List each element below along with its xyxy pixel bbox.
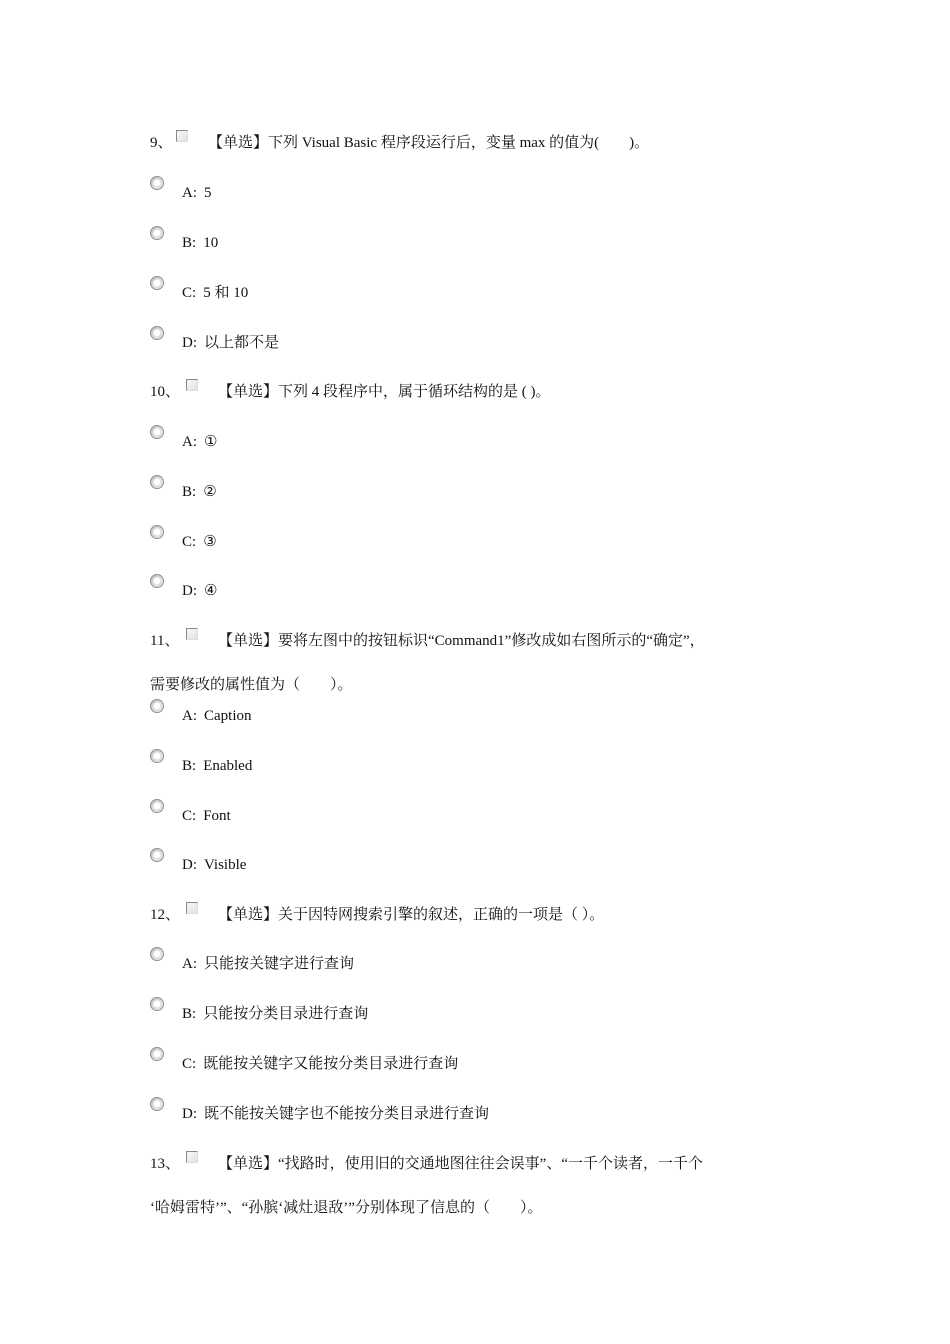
option-text: 以上都不是: [204, 335, 280, 351]
radio-button[interactable]: [150, 326, 164, 340]
option-label: [182, 481, 217, 503]
option-text: Visible: [204, 857, 247, 873]
option-label: [182, 580, 217, 602]
option-row[interactable]: [150, 232, 850, 254]
option-label: [182, 431, 217, 453]
mark-checkbox[interactable]: [176, 130, 188, 142]
radio-button[interactable]: [150, 226, 164, 240]
option-letter: B:: [182, 758, 197, 774]
radio-button[interactable]: [150, 799, 164, 813]
option-label: [182, 805, 231, 827]
option-letter: C:: [182, 808, 197, 824]
option-letter: C:: [182, 534, 197, 550]
option-row[interactable]: [150, 431, 850, 453]
option-label: [182, 531, 217, 553]
radio-button[interactable]: [150, 1047, 164, 1061]
option-text: Enabled: [203, 758, 253, 774]
option-row[interactable]: [150, 1053, 850, 1075]
question-text: 【单选】关于因特网搜索引擎的叙述，正确的一项是（ ）。: [218, 907, 605, 923]
option-text: 既不能按关键字也不能按分类目录进行查询: [204, 1106, 490, 1122]
option-label: [182, 854, 246, 876]
option-row[interactable]: [150, 805, 850, 827]
option-row[interactable]: [150, 953, 850, 975]
question-number: 13、: [150, 1156, 181, 1172]
option-row[interactable]: [150, 531, 850, 553]
question-number: 11、: [150, 633, 180, 649]
option-letter: A:: [182, 434, 197, 450]
radio-button[interactable]: [150, 574, 164, 588]
option-text: ④: [204, 583, 218, 599]
option-letter: B:: [182, 235, 197, 251]
radio-button[interactable]: [150, 176, 164, 190]
radio-button[interactable]: [150, 749, 164, 763]
option-letter: A:: [182, 956, 197, 972]
question-13: [150, 1153, 180, 1175]
option-letter: D:: [182, 1106, 197, 1122]
option-text: 既能按关键字又能按分类目录进行查询: [203, 1056, 459, 1072]
question-9: [150, 132, 173, 154]
option-label: [182, 1103, 489, 1125]
radio-button[interactable]: [150, 425, 164, 439]
question-number: 12、: [150, 907, 181, 923]
option-letter: A:: [182, 185, 197, 201]
option-label: [182, 755, 252, 777]
option-letter: B:: [182, 484, 197, 500]
option-letter: D:: [182, 335, 197, 351]
option-label: [182, 232, 218, 254]
option-label: [182, 332, 279, 354]
option-label: [182, 1003, 368, 1025]
question-text: 【单选】下列 4 段程序中，属于循环结构的是 ( )。: [218, 384, 551, 400]
option-text: 5: [204, 185, 212, 201]
option-row[interactable]: [150, 1103, 850, 1125]
mark-checkbox[interactable]: [186, 902, 198, 914]
option-text: ①: [204, 434, 218, 450]
question-text: 【单选】“找路时，使用旧的交通地图往往会误事”、“一千个读者，一千个: [218, 1156, 703, 1172]
radio-button[interactable]: [150, 947, 164, 961]
mark-checkbox[interactable]: [186, 1151, 198, 1163]
option-row[interactable]: [150, 1003, 850, 1025]
question-12: [150, 904, 180, 926]
option-text: ②: [203, 484, 217, 500]
option-row[interactable]: [150, 705, 850, 727]
radio-button[interactable]: [150, 848, 164, 862]
option-row[interactable]: [150, 755, 850, 777]
option-label: [182, 705, 252, 727]
mark-checkbox[interactable]: [186, 379, 198, 391]
option-text: ③: [203, 534, 217, 550]
question-number: 10、: [150, 384, 181, 400]
radio-button[interactable]: [150, 525, 164, 539]
option-text: Caption: [204, 708, 252, 724]
option-label: [182, 1053, 458, 1075]
option-label: [182, 182, 212, 204]
option-label: [182, 282, 248, 304]
question-11: [150, 630, 179, 652]
option-row[interactable]: [150, 481, 850, 503]
radio-button[interactable]: [150, 997, 164, 1011]
question-text: 【单选】下列 Visual Basic 程序段运行后，变量 max 的值为( )。: [208, 135, 650, 151]
question-text-continuation: ‘哈姆雷特’”、“孙膑‘减灶退敌’”分别体现了信息的（ ）。: [150, 1200, 543, 1216]
mark-checkbox[interactable]: [186, 628, 198, 640]
option-text: 5 和 10: [203, 285, 249, 301]
option-text: 只能按关键字进行查询: [204, 956, 355, 972]
option-text: 10: [203, 235, 219, 251]
option-letter: D:: [182, 857, 197, 873]
question-10: [150, 381, 180, 403]
radio-button[interactable]: [150, 276, 164, 290]
option-letter: D:: [182, 583, 197, 599]
option-row[interactable]: [150, 182, 850, 204]
option-row[interactable]: [150, 282, 850, 304]
radio-button[interactable]: [150, 699, 164, 713]
option-text: Font: [203, 808, 231, 824]
radio-button[interactable]: [150, 475, 164, 489]
option-row[interactable]: [150, 854, 850, 876]
option-label: [182, 953, 354, 975]
radio-button[interactable]: [150, 1097, 164, 1111]
option-letter: C:: [182, 1056, 197, 1072]
option-text: 只能按分类目录进行查询: [203, 1006, 369, 1022]
option-row[interactable]: [150, 580, 850, 602]
question-number: 9、: [150, 135, 173, 151]
option-letter: B:: [182, 1006, 197, 1022]
question-text-continuation: 需要修改的属性值为（ ）。: [150, 677, 353, 693]
question-text: 【单选】要将左图中的按钮标识“Command1”修改成如右图所示的“确定”，: [218, 633, 705, 649]
option-row[interactable]: [150, 332, 850, 354]
option-letter: C:: [182, 285, 197, 301]
option-letter: A:: [182, 708, 197, 724]
